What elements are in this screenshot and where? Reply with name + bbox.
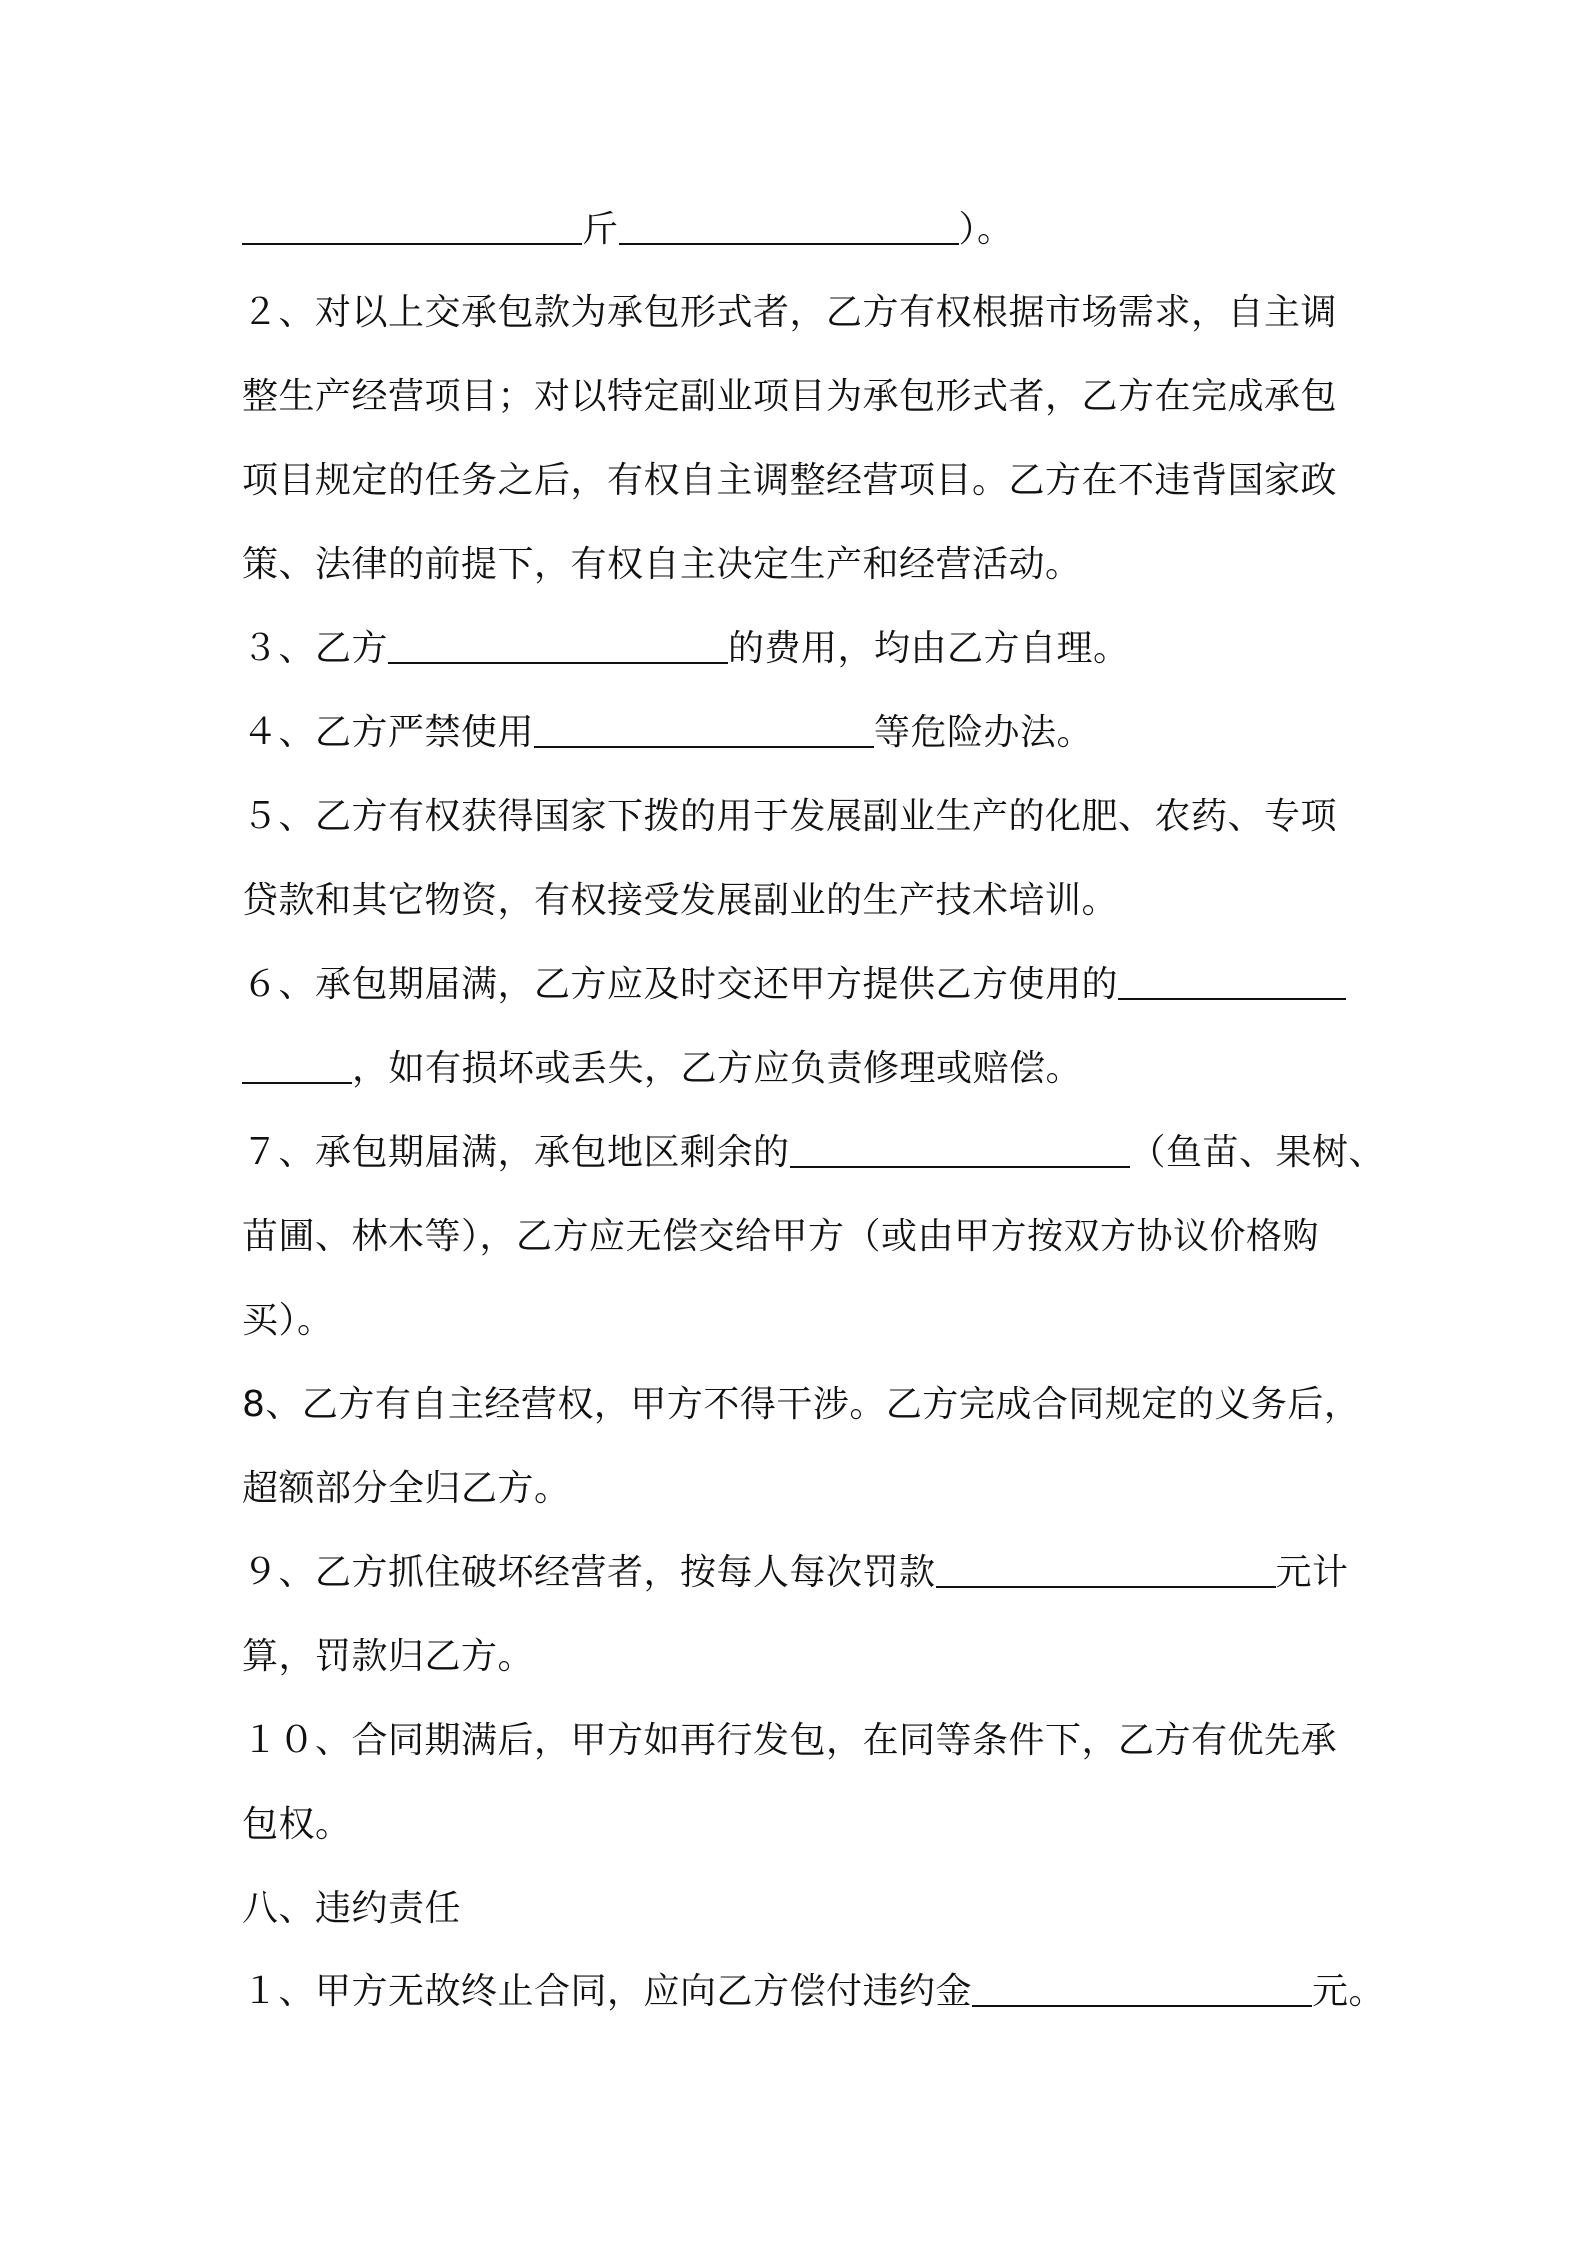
text-line bbox=[242, 367, 1372, 427]
fill-in-blank[interactable] bbox=[972, 1969, 1312, 2007]
text-line bbox=[242, 1375, 1372, 1435]
fill-in-blank[interactable] bbox=[936, 1550, 1276, 1588]
line-text: 算，罚款归乙方。 bbox=[242, 1636, 535, 1677]
text-line bbox=[242, 451, 1372, 511]
fill-in-blank[interactable] bbox=[790, 1130, 1130, 1168]
line-text: 斤 bbox=[582, 209, 619, 250]
line-text: 元计 bbox=[1275, 1552, 1349, 1593]
fill-in-blank[interactable] bbox=[1118, 962, 1346, 1000]
line-text: 策、法律的前提下，有权自主决定生产和经营活动。 bbox=[242, 544, 1082, 585]
fill-in-blank[interactable] bbox=[534, 710, 874, 748]
text-line bbox=[242, 871, 1372, 931]
line-text: ２、对以上交承包款为承包形式者，乙方有权根据市场需求，自主调 bbox=[242, 292, 1338, 333]
text-line bbox=[242, 200, 1372, 260]
line-text: 8、乙方有自主经营权，甲方不得干涉。乙方完成合同规定的义务后， bbox=[242, 1384, 1361, 1425]
fill-in-blank[interactable] bbox=[619, 207, 959, 245]
text-line bbox=[242, 1543, 1372, 1603]
text-line bbox=[242, 1207, 1372, 1267]
line-text: ３、乙方 bbox=[242, 628, 389, 669]
fill-in-blank[interactable] bbox=[242, 1046, 352, 1084]
line-text: ９、乙方抓住破坏经营者，按每人每次罚款 bbox=[242, 1552, 936, 1593]
line-text: （鱼苗、果树、 bbox=[1129, 1132, 1386, 1173]
fill-in-blank[interactable] bbox=[242, 207, 582, 245]
line-text: 买）。 bbox=[242, 1300, 334, 1341]
line-text: １、甲方无故终止合同，应向乙方偿付违约金 bbox=[242, 1971, 973, 2012]
text-line bbox=[242, 1962, 1386, 2022]
line-text: 整生产经营项目；对以特定副业项目为承包形式者，乙方在完成承包 bbox=[242, 376, 1338, 417]
line-text: 包权。 bbox=[242, 1804, 352, 1845]
fill-in-blank[interactable] bbox=[388, 626, 728, 664]
text-line bbox=[242, 619, 1372, 679]
text-line bbox=[242, 1291, 1372, 1351]
line-text: 苗圃、林木等），乙方应无偿交给甲方（或由甲方按双方协议价格购 bbox=[242, 1216, 1320, 1257]
line-text: ６、承包期届满，乙方应及时交还甲方提供乙方使用的 bbox=[242, 964, 1119, 1005]
text-line bbox=[242, 787, 1372, 847]
line-text: 贷款和其它物资，有权接受发展副业的生产技术培训。 bbox=[242, 880, 1119, 921]
line-text: 超额部分全归乙方。 bbox=[242, 1468, 571, 1509]
text-line bbox=[242, 955, 1372, 1015]
line-text: 项目规定的任务之后，有权自主调整经营项目。乙方在不违背国家政 bbox=[242, 460, 1338, 501]
line-text: 的费用，均由乙方自理。 bbox=[728, 628, 1130, 669]
text-line bbox=[242, 703, 1372, 763]
section-heading bbox=[242, 1879, 1372, 1939]
line-text: 八、违约责任 bbox=[242, 1888, 462, 1929]
line-text: ４、乙方严禁使用 bbox=[242, 712, 535, 753]
line-text: 元。 bbox=[1312, 1971, 1386, 2012]
text-line bbox=[242, 1039, 1372, 1099]
text-line bbox=[242, 1123, 1386, 1183]
text-line bbox=[242, 1795, 1372, 1855]
text-line bbox=[242, 1459, 1372, 1519]
text-line bbox=[242, 1711, 1372, 1771]
line-text: ７、承包期届满，承包地区剩余的 bbox=[242, 1132, 790, 1173]
text-line bbox=[242, 535, 1372, 595]
line-text: ）。 bbox=[958, 209, 1014, 250]
text-line bbox=[242, 1627, 1372, 1687]
text-line bbox=[242, 283, 1372, 343]
line-text: 等危险办法。 bbox=[874, 712, 1094, 753]
line-text: ，如有损坏或丢失，乙方应负责修理或赔偿。 bbox=[352, 1048, 1083, 1089]
line-text: ５、乙方有权获得国家下拨的用于发展副业生产的化肥、农药、专项 bbox=[242, 796, 1338, 837]
line-text: １０、合同期满后，甲方如再行发包，在同等条件下，乙方有优先承 bbox=[242, 1720, 1338, 1761]
